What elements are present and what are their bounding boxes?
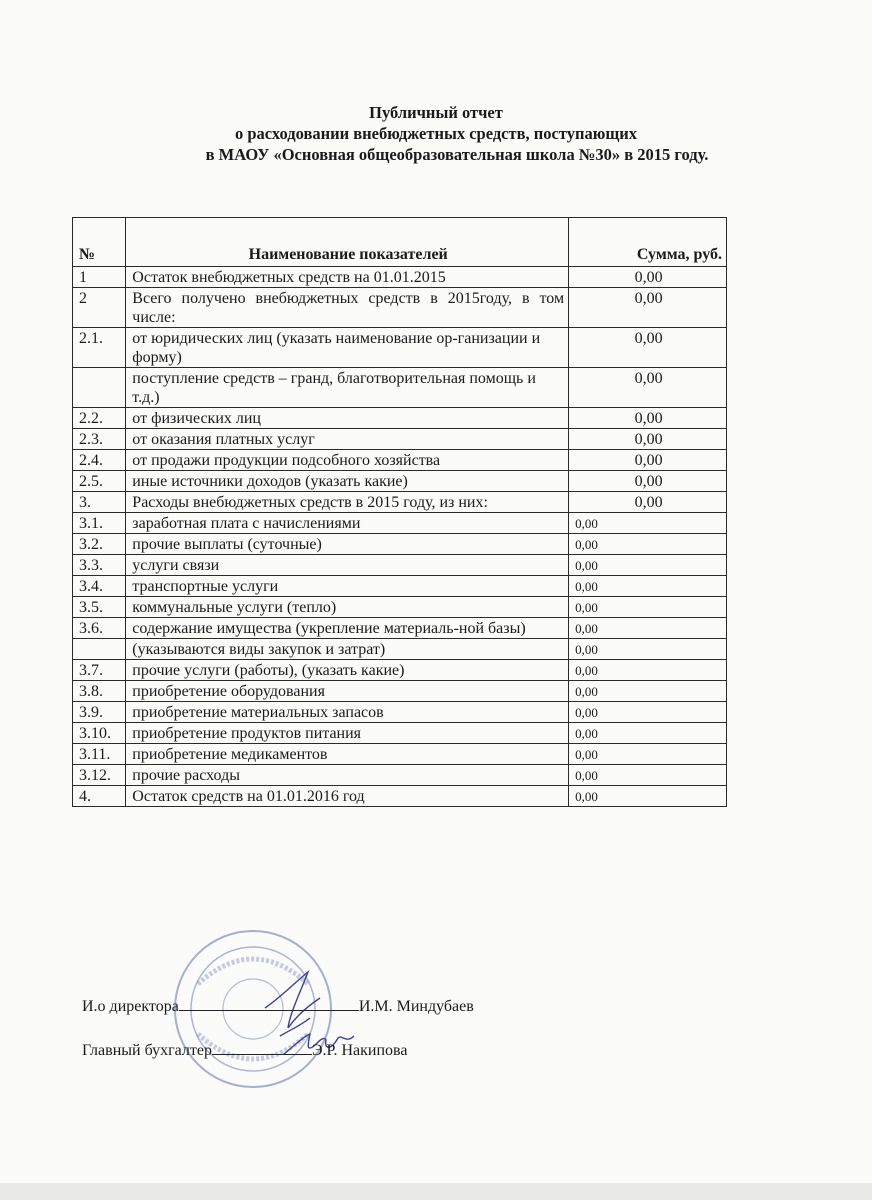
title-line-3: в МАОУ «Основная общеобразовательная школа №30» в 2015 году. xyxy=(205,145,709,164)
row-sum: 0,00 xyxy=(569,471,727,492)
row-sum: 0,00 xyxy=(569,618,727,639)
table-row xyxy=(73,471,727,492)
table-row xyxy=(73,450,727,471)
row-num: 2.3. xyxy=(73,429,126,450)
row-name: иные источники доходов (указать какие) xyxy=(126,471,569,492)
row-sum: 0,00 xyxy=(569,660,727,681)
row-name: от продажи продукции подсобного хозяйства xyxy=(126,450,569,471)
row-name: Всего получено внебюджетных средств в 2015году, в том числе: xyxy=(126,288,569,328)
table-row xyxy=(73,576,727,597)
table-row xyxy=(73,267,727,288)
row-num: 2 xyxy=(73,288,126,328)
row-sum: 0,00 xyxy=(569,429,727,450)
table-row xyxy=(73,534,727,555)
accountant-sign-line xyxy=(212,1040,312,1055)
row-name: заработная плата с начислениями xyxy=(126,513,569,534)
row-sum: 0,00 xyxy=(569,408,727,429)
row-sum: 0,00 xyxy=(569,555,727,576)
table-header-row xyxy=(73,218,727,267)
scan-edge xyxy=(0,1183,872,1200)
accountant-signature-line xyxy=(82,1040,407,1060)
accountant-name: Э.Р. Накипова xyxy=(311,1042,408,1059)
row-name: прочие выплаты (суточные) xyxy=(126,534,569,555)
report-title xyxy=(0,102,872,165)
row-num: 3.4. xyxy=(73,576,126,597)
table-row xyxy=(73,513,727,534)
table-row xyxy=(73,597,727,618)
row-num: 2.4. xyxy=(73,450,126,471)
row-name: Расходы внебюджетных средств в 2015 году, из них: xyxy=(126,492,569,513)
row-sum: 0,00 xyxy=(569,513,727,534)
row-name: Остаток внебюджетных средств на 01.01.2015 xyxy=(126,267,569,288)
row-sum: 0,00 xyxy=(569,576,727,597)
row-sum: 0,00 xyxy=(569,534,727,555)
row-name: приобретение продуктов питания xyxy=(126,723,569,744)
director-name: И.М. Миндубаев xyxy=(358,998,474,1015)
row-num: 2.2. xyxy=(73,408,126,429)
row-sum: 0,00 xyxy=(569,786,727,807)
row-name: Остаток средств на 01.01.2016 год xyxy=(126,786,569,807)
row-name: коммунальные услуги (тепло) xyxy=(126,597,569,618)
table-row xyxy=(73,765,727,786)
row-name: приобретение оборудования xyxy=(126,681,569,702)
title-line-2: о расходовании внебюджетных средств, поступающих xyxy=(234,124,638,143)
table-row xyxy=(73,555,727,576)
row-num: 3.10. xyxy=(73,723,126,744)
table-row xyxy=(73,288,727,328)
table-row xyxy=(73,639,727,660)
row-sum: 0,00 xyxy=(569,368,727,408)
row-name: от юридических лиц (указать наименование ор-ганизации и форму) xyxy=(126,328,569,368)
row-num: 3.12. xyxy=(73,765,126,786)
row-sum: 0,00 xyxy=(569,267,727,288)
row-sum: 0,00 xyxy=(569,288,727,328)
table-row xyxy=(73,368,727,408)
table-row xyxy=(73,786,727,807)
table-row xyxy=(73,408,727,429)
row-sum: 0,00 xyxy=(569,681,727,702)
row-sum: 0,00 xyxy=(569,639,727,660)
row-num: 1 xyxy=(73,267,126,288)
row-num: 3.3. xyxy=(73,555,126,576)
report-table xyxy=(72,217,727,807)
accountant-title: Главный бухгалтер xyxy=(82,1042,212,1059)
table-row xyxy=(73,492,727,513)
row-name: от оказания платных услуг xyxy=(126,429,569,450)
table-row xyxy=(73,681,727,702)
row-name: содержание имущества (укрепление материаль-ной базы) xyxy=(126,618,569,639)
row-num: 3.1. xyxy=(73,513,126,534)
row-name: прочие расходы xyxy=(126,765,569,786)
title-line-1: Публичный отчет xyxy=(369,103,503,122)
row-num xyxy=(73,368,126,408)
row-sum: 0,00 xyxy=(569,744,727,765)
row-sum: 0,00 xyxy=(569,450,727,471)
header-name: Наименование показателей xyxy=(126,218,569,267)
table-row xyxy=(73,744,727,765)
row-num: 3.8. xyxy=(73,681,126,702)
row-sum: 0,00 xyxy=(569,765,727,786)
row-name: транспортные услуги xyxy=(126,576,569,597)
row-num: 2.5. xyxy=(73,471,126,492)
row-name: услуги связи xyxy=(126,555,569,576)
row-num: 3.2. xyxy=(73,534,126,555)
table-row xyxy=(73,660,727,681)
row-num: 3.6. xyxy=(73,618,126,639)
table-row xyxy=(73,328,727,368)
director-signature-line xyxy=(82,996,474,1016)
row-sum: 0,00 xyxy=(569,492,727,513)
row-sum: 0,00 xyxy=(569,328,727,368)
row-sum: 0,00 xyxy=(569,597,727,618)
table-row xyxy=(73,618,727,639)
row-name: приобретение материальных запасов xyxy=(126,702,569,723)
table-row xyxy=(73,702,727,723)
header-sum: Сумма, руб. xyxy=(569,218,727,267)
director-sign-line xyxy=(179,996,359,1011)
row-num: 3.7. xyxy=(73,660,126,681)
director-title: И.о директора xyxy=(82,998,179,1015)
row-num: 3. xyxy=(73,492,126,513)
row-name: приобретение медикаментов xyxy=(126,744,569,765)
row-num: 3.9. xyxy=(73,702,126,723)
table-row xyxy=(73,429,727,450)
table-row xyxy=(73,723,727,744)
row-sum: 0,00 xyxy=(569,702,727,723)
row-name: прочие услуги (работы), (указать какие) xyxy=(126,660,569,681)
row-num: 3.5. xyxy=(73,597,126,618)
row-num: 4. xyxy=(73,786,126,807)
row-name: поступление средств – гранд, благотворительная помощь и т.д.) xyxy=(126,368,569,408)
row-name: от физических лиц xyxy=(126,408,569,429)
row-num: 2.1. xyxy=(73,328,126,368)
row-sum: 0,00 xyxy=(569,723,727,744)
row-name: (указываются виды закупок и затрат) xyxy=(126,639,569,660)
row-num xyxy=(73,639,126,660)
row-num: 3.11. xyxy=(73,744,126,765)
header-num: № xyxy=(73,218,126,267)
